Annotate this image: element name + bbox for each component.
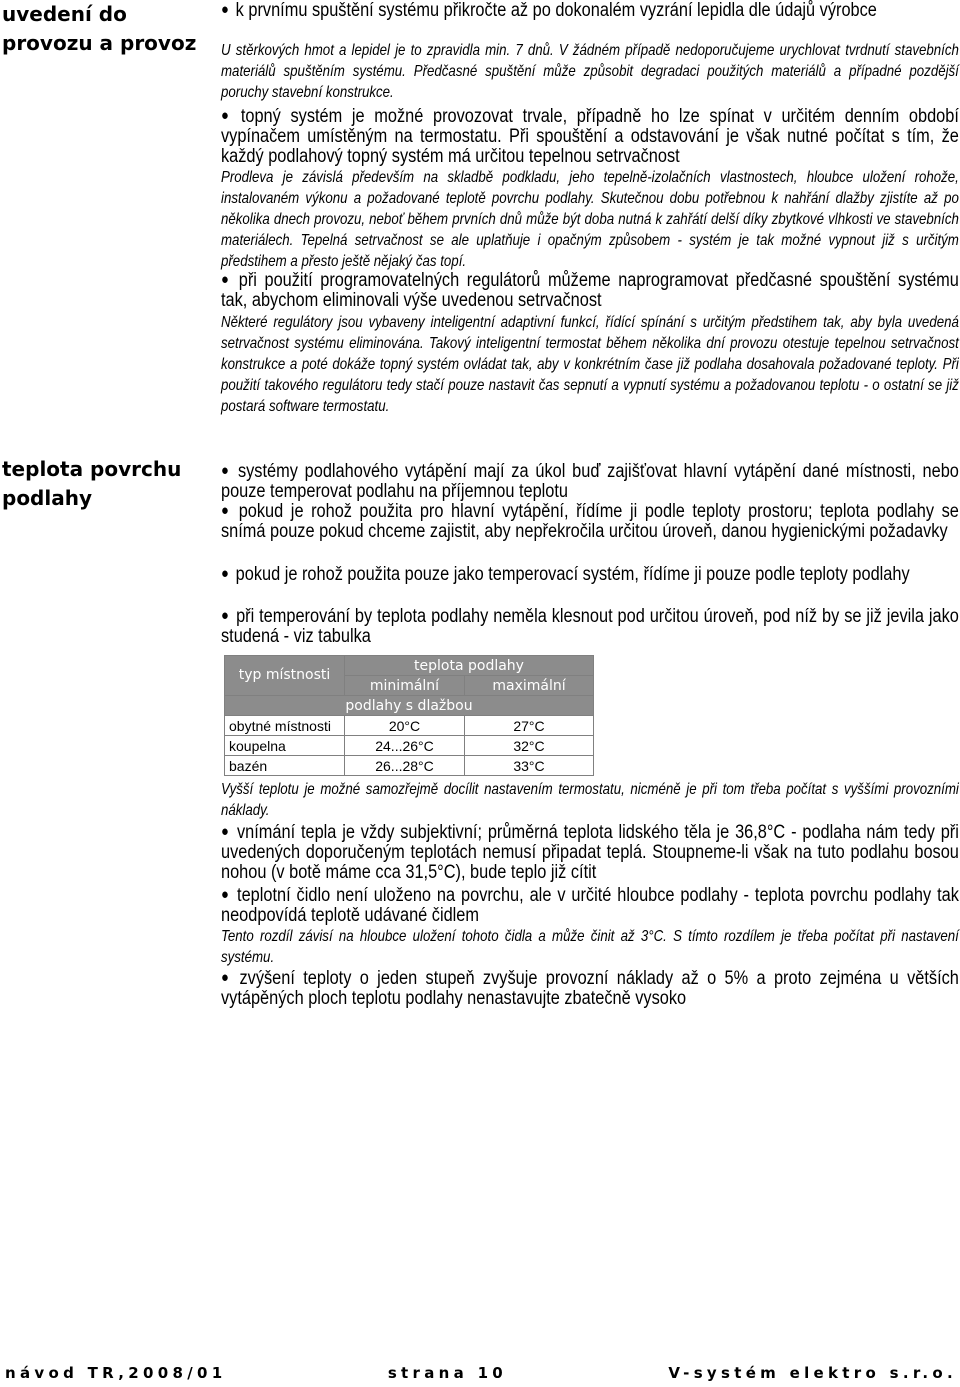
table-row	[225, 736, 594, 756]
bullet-item	[221, 822, 959, 883]
floor-temperature-table	[224, 655, 594, 776]
note-text: Některé regulátory jsou vybaveny inteligentní adaptivní funkcí, řídící spínání s určitým předstihem tak, aby byla uvedená setrvačnost systému eliminována. Takový inteligentní termostat během několika dní provozu otestuje tepelnou setrvačnost konstrukce a poté dokáže topný systém ovládat tak, aby v konkrétním čase již podlaha dosahovala požadované teploty. Při použití takového regulátoru tedy stačí pouze nastavit čas sepnutí a vypnutí systému a požadovanou teplotu - o ostatní se již postará software termostatu.	[221, 314, 959, 415]
section-title-teplota: teplota povrchu podlahy	[2, 457, 182, 510]
bullet-text: vnímání tepla je vždy subjektivní; průměrná teplota lidského těla je 36,8°C - podlaha nám tedy při uvedených doporučeným teplotách nemusí připadat teplá. Stoupneme-li však na tuto podlahu bosou nohou (v botě máme cca 31,5°C), bude teplo již cítit	[221, 822, 959, 883]
table-header-max: maximální	[465, 676, 594, 696]
bullet-item	[221, 501, 959, 542]
table-row	[225, 756, 594, 776]
footer-document-id: návod TR,2008/01	[5, 1364, 227, 1382]
bullet-item	[221, 606, 959, 647]
section-title-provoz: uvedení do provozu a provoz	[2, 2, 197, 55]
note-text: Vyšší teplotu je možné samozřejmě docílit nastavením termostatu, nicméně je při tom třeba počítat s vyššími provozními náklady.	[221, 781, 959, 819]
table-cell-room: bazén	[225, 756, 345, 776]
bullet-icon: ●	[221, 886, 231, 903]
bullet-item	[221, 564, 959, 585]
bullet-text: pokud je rohož použita pouze jako temperovací systém, řídíme ji pouze podle teploty podlahy	[235, 564, 910, 585]
bullet-text: topný systém je možné provozovat trvale, případně ho lze spínat v určitém denním období vypínačem umístěným na termostatu. Při spouštění a odstavování je však nutné počítat s tím, že každý podlahový topný systém má určitou tepelnou setrvačnost	[221, 106, 959, 167]
bullet-text: k prvnímu spuštění systému přikročte až po dokonalém vyzrání lepidla dle údajů výrobce	[235, 0, 877, 21]
note-text: Tento rozdíl závisí na hloubce uložení tohoto čidla a může činit až 3°C. S tímto rozdílem je třeba počítat při nastavení systému.	[221, 928, 959, 966]
bullet-icon: ●	[221, 1, 229, 18]
bullet-item	[221, 461, 959, 502]
bullet-text: při temperování by teplota podlahy neměla klesnout pod určitou úroveň, pod níž by se již jevila jako studená - viz tabulka	[221, 606, 959, 647]
table-subheader: podlahy s dlažbou	[225, 696, 594, 716]
bullet-icon: ●	[221, 271, 232, 288]
bullet-text: teplotní čidlo není uloženo na povrchu, ale v určité hloubce podlahy - teplota povrchu podlahy tak neodpovídá teplotě udávané čidlem	[221, 885, 959, 926]
bullet-icon: ●	[221, 969, 233, 986]
note-text: U stěrkových hmot a lepidel je to zpravidla min. 7 dnů. V žádném případě nedoporučujeme urychlovat tvrdnutí stavebních materiálů spuštěním systému. Předčasné spuštění může způsobit degradaci použitých materiálů a případné pozdější poruchy stavební konstrukce.	[221, 42, 959, 101]
bullet-icon: ●	[221, 607, 230, 624]
table-row	[225, 716, 594, 736]
table-cell-room: koupelna	[225, 736, 345, 756]
table-cell-min: 20°C	[345, 716, 465, 736]
table-header-min: minimální	[345, 676, 465, 696]
table-cell-room: obytné místnosti	[225, 716, 345, 736]
bullet-item	[221, 106, 959, 167]
table-cell-max: 27°C	[465, 716, 594, 736]
note-text: Prodleva je závislá především na skladbě podkladu, jeho tepelně-izolačních vlastnostech, hloubce uložení rohože, instalovaném výkonu a požadované teplotě povrchu podlahy. Skutečnou dobu potřebnou k nahřání dlažby zjistíte až po několika dnech provozu, neboť během prvních dnů může být doba nutná k zahřátí delší díky zbytkové vlhkosti ve stavebních materiálech. Tepelná setrvačnost se ale uplatňuje i opačným způsobem - systém je tak možné vypnout již s určitým předstihem a přesto ještě nějaký čas topí.	[221, 169, 959, 270]
bullet-text: zvýšení teploty o jeden stupeň zvyšuje provozní náklady až o 5% a proto zejména u větších vytápěných ploch teplotu podlahy nenastavujte zbatečně vysoko	[221, 968, 959, 1009]
footer-company: V-systém elektro s.r.o.	[668, 1364, 957, 1382]
table-cell-max: 32°C	[465, 736, 594, 756]
bullet-item	[221, 270, 959, 311]
bullet-item	[221, 0, 959, 21]
footer-page-number: strana 10	[387, 1364, 508, 1382]
bullet-text: při použití programovatelných regulátorů můžeme naprogramovat předčasné spouštění systému tak, abychom eliminovali výše uvedenou setrvačnost	[221, 270, 959, 311]
bullet-icon: ●	[221, 502, 232, 519]
bullet-item	[221, 885, 959, 926]
table-header-floor-temp: teplota podlahy	[345, 656, 594, 676]
table-cell-min: 24...26°C	[345, 736, 465, 756]
table-header-room-type: typ místnosti	[225, 656, 345, 696]
bullet-item	[221, 968, 959, 1009]
bullet-icon: ●	[221, 565, 229, 582]
page-footer	[5, 1364, 957, 1382]
table-cell-max: 33°C	[465, 756, 594, 776]
bullet-icon: ●	[221, 462, 232, 479]
bullet-icon: ●	[221, 107, 234, 124]
bullet-text: systémy podlahového vytápění mají za úkol buď zajišťovat hlavní vytápění dané místnosti, nebo pouze temperovat podlahu na příjemnou teplotu	[221, 461, 959, 502]
table-cell-min: 26...28°C	[345, 756, 465, 776]
bullet-text: pokud je rohož použita pro hlavní vytápění, řídíme ji podle teploty prostoru; teplota podlahy se snímá pouze pokud chceme zajistit, aby nepřekročila určitou úroveň, danou hygienickými požadavky	[221, 501, 959, 542]
bullet-icon: ●	[221, 823, 231, 840]
